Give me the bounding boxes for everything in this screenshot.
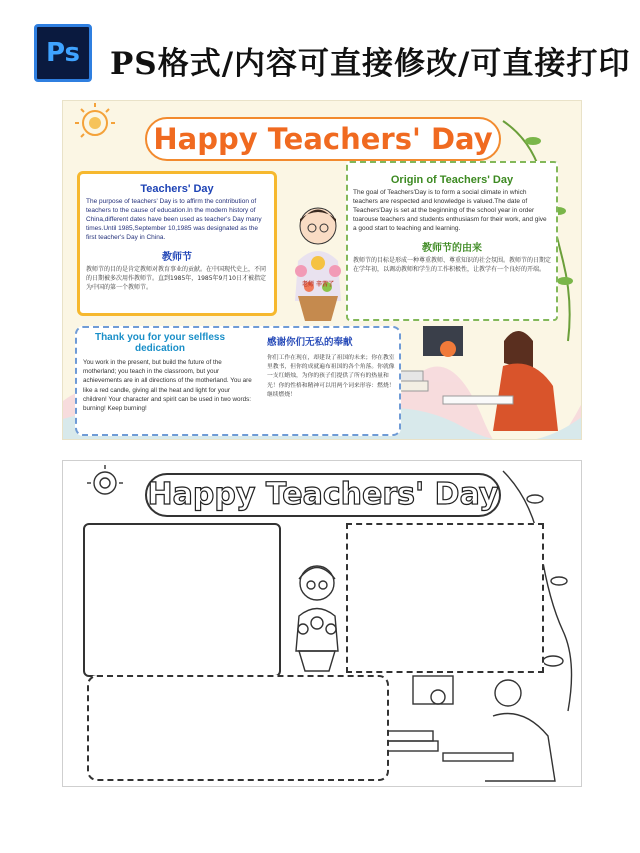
lineart-box-right xyxy=(346,523,544,673)
thanks-section xyxy=(75,326,401,436)
student-illustration xyxy=(493,331,558,431)
color-poster-preview[interactable] xyxy=(62,100,582,440)
teachers-day-section xyxy=(77,171,277,316)
teachers-day-cn-heading: 教师节 xyxy=(162,252,192,263)
lineart-box-bottom xyxy=(87,675,389,781)
origin-text: The goal of Teachers'Day is to form a social climate in which teachers are respected and knowledge is valued.The date of Teachers'Day is set at the beginning of the school year in order toarouse teachers and students enthusiasm for their work, and give a good start to teaching and learning. xyxy=(353,189,547,232)
lineart-poster-title: Happy Teachers' Day xyxy=(145,473,501,517)
flower-sign-text: 老师 辛苦了 xyxy=(301,281,335,288)
thanks-cn-text: 你们工作在现在，却建设了祖国的未来；你在教室里教书，但你的成就遍布祖国的各个角落。你就像一支红蜡烛，为你的孩子们提供了所有的热量和光！你的性格和精神可以用两个词来形容：燃烧！继续燃烧！ xyxy=(267,355,395,398)
teachers-day-cn-text: 教师节的目的是肯定教师对教育事业的贡献。在中国现代史上，不同的日期被多次用作教师节。直到1985年，1985年9月10日才被指定为中国的第一个教师节。 xyxy=(86,266,267,291)
thanks-text: You work in the present, but build the future of the motherland; you teach in the classroom, but your achievements are in all directions of the motherland. You are like a red candle, giving all the heat and light for your children! Your character and spirit can be used in two words: burning! Keep burning! xyxy=(83,359,252,413)
origin-section xyxy=(346,161,558,321)
poster-title: Happy Teachers' Day xyxy=(145,117,501,161)
lineart-poster-preview[interactable] xyxy=(62,460,582,787)
teachers-day-text: The purpose of teachers' Day is to affirm the contribution of teachers to the cause of education.In the modern history of China,different dates have been used as teacher's Day many times.Until 1985,September 10,1985 was designated as the first teacher's Day in China. xyxy=(86,198,262,241)
header-banner xyxy=(0,0,640,95)
origin-heading: Origin of Teachers' Day xyxy=(390,174,514,186)
thanks-cn-heading: 感谢你们无私的奉献 xyxy=(267,337,353,348)
lineart-box-left xyxy=(83,523,281,677)
sun-icon xyxy=(75,103,115,137)
thanks-heading: Thank you for your selfless dedication xyxy=(94,332,226,354)
origin-cn-text: 教师节的目标是形成一种尊重教师、尊重知识的社会氛围。教师节的日期定在学年初，以调动教师和学生的工作积极性，让教学有一个良好的开端。 xyxy=(353,257,552,273)
photoshop-icon: Ps xyxy=(34,24,92,82)
origin-cn-heading: 教师节的由来 xyxy=(422,243,482,254)
teachers-day-heading: Teachers' Day xyxy=(140,183,214,195)
desk-lamp-illustration xyxy=(423,326,463,357)
header-title: PS格式/内容可直接修改/可直接打印 xyxy=(110,46,631,82)
